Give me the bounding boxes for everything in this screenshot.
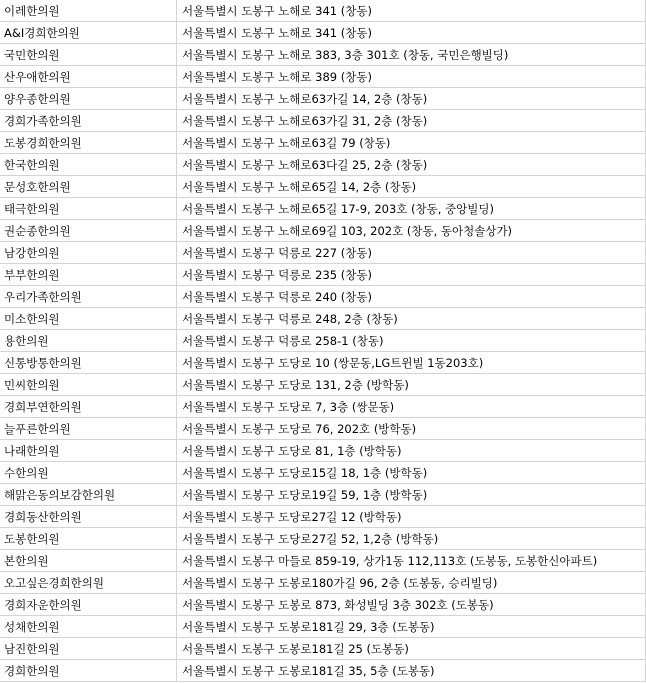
table-row [0,242,646,264]
table-row [0,286,646,308]
clinic-address-cell[interactable]: 서울특별시 도봉구 도봉로180가길 96, 2층 (도봉동, 승리빌딩) [177,572,646,594]
clinic-address-cell[interactable]: 서울특별시 도봉구 도당로 76, 202호 (방학동) [177,418,646,440]
clinic-name-cell[interactable]: 태극한의원 [0,198,177,220]
table-row [0,594,646,616]
clinic-name-cell[interactable]: 본한의원 [0,550,177,572]
table-row [0,660,646,682]
clinic-address-cell[interactable]: 서울특별시 도봉구 도봉로181길 29, 3층 (도봉동) [177,616,646,638]
table-row [0,484,646,506]
clinic-name-cell[interactable]: 남진한의원 [0,638,177,660]
clinic-name-cell[interactable]: 경희자운한의원 [0,594,177,616]
table-row [0,330,646,352]
clinic-address-cell[interactable]: 서울특별시 도봉구 덕릉로 235 (창동) [177,264,646,286]
clinic-address-cell[interactable]: 서울특별시 도봉구 노해로63가길 14, 2층 (창동) [177,88,646,110]
table-row [0,44,646,66]
clinic-address-cell[interactable]: 서울특별시 도봉구 도당로 81, 1층 (방학동) [177,440,646,462]
clinic-address-cell[interactable]: 서울특별시 도봉구 노해로69길 103, 202호 (창동, 동아청솔상가) [177,220,646,242]
table-row [0,110,646,132]
clinic-name-cell[interactable]: 국민한의원 [0,44,177,66]
clinic-address-cell[interactable]: 서울특별시 도봉구 도봉로181길 35, 5층 (도봉동) [177,660,646,682]
table-row [0,638,646,660]
clinic-address-cell[interactable]: 서울특별시 도봉구 덕릉로 240 (창동) [177,286,646,308]
clinic-name-cell[interactable]: 경희동산한의원 [0,506,177,528]
clinic-address-cell[interactable]: 서울특별시 도봉구 도당로27길 12 (방학동) [177,506,646,528]
clinic-address-cell[interactable]: 서울특별시 도봉구 덕릉로 227 (창동) [177,242,646,264]
clinic-name-cell[interactable]: 우리가족한의원 [0,286,177,308]
table-row [0,506,646,528]
clinic-name-cell[interactable]: 미소한의원 [0,308,177,330]
table-row [0,528,646,550]
clinic-address-cell[interactable]: 서울특별시 도봉구 도당로15길 18, 1층 (방학동) [177,462,646,484]
clinic-name-cell[interactable]: 부부한의원 [0,264,177,286]
clinic-name-cell[interactable]: 오고싶은경희한의원 [0,572,177,594]
clinic-address-cell[interactable]: 서울특별시 도봉구 도봉로181길 25 (도봉동) [177,638,646,660]
clinic-name-cell[interactable]: 이레한의원 [0,0,177,22]
table-row [0,198,646,220]
clinic-address-cell[interactable]: 서울특별시 도봉구 도당로 7, 3층 (쌍문동) [177,396,646,418]
table-row [0,550,646,572]
clinic-address-cell[interactable]: 서울특별시 도봉구 덕릉로 258-1 (창동) [177,330,646,352]
clinic-name-cell[interactable]: 수한의원 [0,462,177,484]
table-row [0,132,646,154]
clinic-address-cell[interactable]: 서울특별시 도봉구 도당로 131, 2층 (방학동) [177,374,646,396]
clinic-name-cell[interactable]: A&I경희한의원 [0,22,177,44]
clinic-name-cell[interactable]: 해맑은동의보감한의원 [0,484,177,506]
clinic-name-cell[interactable]: 늘푸른한의원 [0,418,177,440]
clinic-name-cell[interactable]: 민씨한의원 [0,374,177,396]
clinic-address-cell[interactable]: 서울특별시 도봉구 노해로63다길 25, 2층 (창동) [177,154,646,176]
clinic-address-cell[interactable]: 서울특별시 도봉구 노해로 341 (창동) [177,22,646,44]
table-row [0,308,646,330]
table-row [0,176,646,198]
table-row [0,352,646,374]
table-row [0,572,646,594]
clinic-address-cell[interactable]: 서울특별시 도봉구 덕릉로 248, 2층 (창동) [177,308,646,330]
clinic-address-cell[interactable]: 서울특별시 도봉구 도당로 10 (쌍문동,LG트윈빌 1동203호) [177,352,646,374]
table-row [0,88,646,110]
clinic-name-cell[interactable]: 양우종한의원 [0,88,177,110]
table-row [0,462,646,484]
table-row [0,154,646,176]
clinic-address-cell[interactable]: 서울특별시 도봉구 마들로 859-19, 상가1동 112,113호 (도봉동, 도봉한신아파트) [177,550,646,572]
table-row [0,0,646,22]
table-row [0,374,646,396]
clinic-name-cell[interactable]: 경희한의원 [0,660,177,682]
clinic-name-cell[interactable]: 도봉경희한의원 [0,132,177,154]
clinic-name-cell[interactable]: 경희부연한의원 [0,396,177,418]
clinic-name-cell[interactable]: 한국한의원 [0,154,177,176]
clinic-name-cell[interactable]: 권순종한의원 [0,220,177,242]
table-row [0,616,646,638]
clinic-address-cell[interactable]: 서울특별시 도봉구 노해로63가길 31, 2층 (창동) [177,110,646,132]
clinic-address-cell[interactable]: 서울특별시 도봉구 노해로 341 (창동) [177,0,646,22]
clinic-name-cell[interactable]: 도봉한의원 [0,528,177,550]
clinic-address-cell[interactable]: 서울특별시 도봉구 도당로27길 52, 1,2층 (방학동) [177,528,646,550]
clinic-address-cell[interactable]: 서울특별시 도봉구 노해로 383, 3층 301호 (창동, 국민은행빌딩) [177,44,646,66]
clinic-address-cell[interactable]: 서울특별시 도봉구 노해로 389 (창동) [177,66,646,88]
table-row [0,22,646,44]
clinic-name-cell[interactable]: 성채한의원 [0,616,177,638]
clinic-address-cell[interactable]: 서울특별시 도봉구 도봉로 873, 화성빌딩 3층 302호 (도봉동) [177,594,646,616]
clinic-name-cell[interactable]: 산우애한의원 [0,66,177,88]
clinic-address-cell[interactable]: 서울특별시 도봉구 노해로65길 14, 2층 (창동) [177,176,646,198]
table-row [0,440,646,462]
table-row [0,264,646,286]
table-row [0,396,646,418]
clinic-name-cell[interactable]: 신통방통한의원 [0,352,177,374]
table-row [0,220,646,242]
table-row [0,418,646,440]
clinic-name-cell[interactable]: 경희가족한의원 [0,110,177,132]
clinic-name-cell[interactable]: 나래한의원 [0,440,177,462]
table-row [0,66,646,88]
clinic-address-cell[interactable]: 서울특별시 도봉구 노해로63길 79 (창동) [177,132,646,154]
clinic-name-cell[interactable]: 남강한의원 [0,242,177,264]
clinic-address-cell[interactable]: 서울특별시 도봉구 노해로65길 17-9, 203호 (창동, 중앙빌딩) [177,198,646,220]
clinic-address-cell[interactable]: 서울특별시 도봉구 도당로19길 59, 1층 (방학동) [177,484,646,506]
clinic-name-cell[interactable]: 용한의원 [0,330,177,352]
clinic-name-cell[interactable]: 문성호한의원 [0,176,177,198]
